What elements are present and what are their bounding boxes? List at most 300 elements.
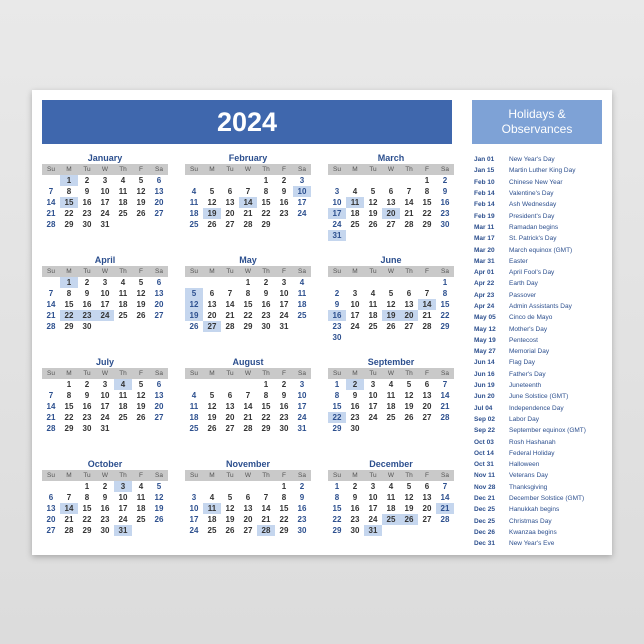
holiday-row (474, 222, 608, 233)
day-cell: 17 (297, 402, 307, 411)
weekday-label: Su (333, 370, 341, 377)
holiday-name: Halloween (509, 461, 540, 469)
day-cell: 15 (261, 198, 271, 207)
holiday-name: March equinox (GMT) (509, 246, 573, 254)
day-cell: 27 (46, 526, 56, 535)
holiday-name: Chinese New Year (509, 178, 563, 186)
holiday-row (474, 290, 608, 301)
holiday-date: Dec 25 (474, 506, 495, 514)
day-cell: 6 (156, 176, 162, 185)
holiday-row (474, 357, 608, 368)
day-cell: 28 (243, 424, 253, 433)
day-cell: 17 (368, 402, 378, 411)
day-cell (42, 379, 60, 390)
day-cell: 25 (118, 311, 128, 320)
day-cell: 24 (332, 220, 342, 229)
weekday-label: Sa (298, 166, 306, 173)
day-cell: 23 (100, 515, 110, 524)
weekday-label: W (101, 370, 109, 377)
day-cell: 15 (279, 504, 289, 513)
weekday-label: M (209, 268, 215, 275)
holiday-name: Flag Day (509, 359, 536, 367)
holiday-name: Memorial Day (509, 348, 550, 356)
month-october (42, 458, 168, 536)
day-cell: 2 (102, 482, 108, 491)
day-cell: 9 (442, 187, 448, 196)
day-cell: 9 (352, 493, 358, 502)
day-cell: 30 (82, 220, 92, 229)
day-cell: 24 (100, 413, 110, 422)
holidays-title: Holidays & Observances (501, 107, 573, 136)
holiday-date: Nov 28 (474, 483, 496, 491)
day-cell: 14 (243, 402, 253, 411)
weekday-header (42, 266, 168, 277)
day-cell: 26 (400, 514, 418, 525)
day-cell: 31 (364, 525, 382, 536)
day-cell (364, 277, 382, 288)
weekday-label: W (387, 166, 395, 173)
day-cell: 8 (281, 493, 287, 502)
day-cell: 8 (263, 187, 269, 196)
day-cell: 22 (261, 413, 271, 422)
day-cell: 23 (350, 515, 360, 524)
day-cell (436, 525, 454, 536)
day-cell: 21 (422, 311, 432, 320)
weekday-label: Th (119, 472, 127, 479)
day-cell (239, 379, 257, 390)
day-cell: 6 (48, 493, 54, 502)
day-cell: 9 (352, 391, 358, 400)
day-cell: 17 (350, 311, 360, 320)
day-cell: 16 (100, 504, 110, 513)
day-cell: 3 (334, 187, 340, 196)
month-title: February (228, 153, 268, 163)
day-cell: 24 (118, 515, 128, 524)
day-cell: 6 (209, 289, 215, 298)
day-cell: 13 (46, 504, 56, 513)
month-title: August (232, 357, 264, 367)
day-cell (60, 481, 78, 492)
day-cell: 2 (334, 289, 340, 298)
holiday-row (474, 448, 608, 459)
week-row (185, 390, 311, 401)
day-cell: 3 (102, 278, 108, 287)
weekday-label: Th (405, 166, 413, 173)
day-cell (203, 481, 221, 492)
day-cell: 17 (100, 402, 110, 411)
day-cell: 16 (261, 300, 271, 309)
day-cell: 30 (261, 322, 271, 331)
month-title: March (377, 153, 405, 163)
day-cell (382, 175, 400, 186)
holiday-date: May 27 (474, 348, 496, 356)
holiday-name: September equinox (GMT) (509, 427, 586, 435)
day-cell: 3 (102, 176, 108, 185)
day-cell (346, 175, 364, 186)
day-cell: 5 (185, 288, 203, 299)
day-cell: 29 (422, 220, 432, 229)
day-cell: 2 (263, 278, 269, 287)
day-cell: 7 (48, 289, 54, 298)
holiday-name: Admin Assistants Day (509, 303, 572, 310)
day-cell: 23 (78, 310, 96, 321)
day-cell: 31 (100, 220, 110, 229)
holiday-row (474, 256, 608, 267)
week-row (328, 423, 454, 434)
holiday-row (474, 504, 608, 515)
holiday-name: Cinco de Mayo (509, 314, 553, 322)
day-cell: 5 (209, 187, 215, 196)
weekday-label: Th (405, 268, 413, 275)
holiday-row (474, 425, 608, 436)
weekday-label: M (66, 472, 72, 479)
week-row (185, 379, 311, 390)
holiday-row (474, 493, 608, 504)
month-title: November (225, 459, 270, 469)
day-cell: 18 (189, 413, 199, 422)
day-cell: 19 (382, 310, 400, 321)
weekday-label: Tu (83, 370, 91, 377)
day-cell: 18 (189, 209, 199, 218)
day-cell: 25 (189, 424, 199, 433)
day-cell: 16 (350, 504, 360, 513)
holiday-date: Feb 19 (474, 212, 495, 220)
day-cell: 11 (386, 493, 396, 502)
day-cell (114, 219, 132, 230)
day-cell: 3 (191, 493, 197, 502)
holiday-row (474, 436, 608, 447)
week-row (42, 197, 168, 208)
day-cell: 21 (436, 503, 454, 514)
weekday-label: W (387, 370, 395, 377)
day-cell: 1 (281, 482, 287, 491)
holiday-name: Ramadan begins (509, 223, 559, 231)
weekday-label: Sa (441, 166, 449, 173)
weekday-label: F (139, 166, 143, 173)
day-cell: 3 (370, 482, 376, 491)
day-cell: 13 (154, 187, 164, 196)
week-row (185, 401, 311, 412)
day-cell (132, 321, 150, 332)
weekday-label: Tu (83, 472, 91, 479)
holiday-name: St. Patrick's Day (509, 235, 557, 243)
holiday-name: June Solstice (GMT) (509, 393, 569, 401)
day-cell: 18 (297, 300, 307, 309)
month-title: June (380, 255, 402, 265)
weekday-label: Sa (155, 166, 163, 173)
weekday-label: F (139, 370, 143, 377)
week-row (42, 186, 168, 197)
day-cell: 10 (100, 289, 110, 298)
week-row (185, 481, 311, 492)
day-cell: 3 (352, 289, 358, 298)
week-row (185, 423, 311, 434)
holiday-name: Independence Day (509, 404, 564, 412)
weekday-label: F (282, 166, 286, 173)
week-row (328, 277, 454, 288)
day-cell: 9 (281, 391, 287, 400)
holiday-date: Mar 20 (474, 246, 495, 254)
day-cell: 15 (64, 300, 74, 309)
week-row (42, 277, 168, 288)
day-cell: 1 (60, 277, 78, 288)
weekday-header (328, 368, 454, 379)
week-row (328, 219, 454, 230)
weekday-header (328, 470, 454, 481)
day-cell: 4 (352, 187, 358, 196)
day-cell: 6 (156, 380, 162, 389)
day-cell (400, 175, 418, 186)
week-row (185, 514, 311, 525)
day-cell: 7 (245, 391, 251, 400)
holiday-date: Feb 14 (474, 201, 495, 209)
day-cell: 9 (281, 187, 287, 196)
day-cell (221, 481, 239, 492)
day-cell: 25 (189, 220, 199, 229)
day-cell: 24 (350, 322, 360, 331)
day-cell (382, 277, 400, 288)
day-cell: 29 (243, 322, 253, 331)
weekday-label: Su (190, 166, 198, 173)
day-cell: 22 (422, 209, 432, 218)
day-cell: 30 (350, 424, 360, 433)
holiday-date: May 12 (474, 325, 496, 333)
weekday-label: M (66, 166, 72, 173)
day-cell: 8 (263, 391, 269, 400)
holiday-date: Sep 02 (474, 415, 495, 423)
weekday-label: Sa (155, 268, 163, 275)
day-cell: 18 (386, 504, 396, 513)
day-cell: 29 (332, 526, 342, 535)
day-cell: 20 (382, 208, 400, 219)
holiday-name: Ash Wednesday (509, 201, 557, 209)
holiday-date: Jun 20 (474, 393, 495, 401)
day-cell: 12 (225, 504, 235, 513)
day-cell: 9 (263, 289, 269, 298)
day-cell: 12 (136, 289, 146, 298)
day-cell: 28 (440, 515, 450, 524)
day-cell: 27 (243, 526, 253, 535)
weekday-label: M (352, 370, 358, 377)
day-cell: 10 (189, 504, 199, 513)
day-cell: 12 (136, 187, 146, 196)
day-cell: 16 (279, 402, 289, 411)
day-cell: 7 (406, 187, 412, 196)
day-cell: 27 (386, 220, 396, 229)
holiday-date: Feb 14 (474, 190, 495, 198)
day-cell: 13 (207, 300, 217, 309)
week-row (328, 288, 454, 299)
day-cell (239, 175, 257, 186)
day-cell: 17 (297, 198, 307, 207)
week-row (185, 186, 311, 197)
day-cell: 27 (422, 515, 432, 524)
day-cell: 7 (227, 289, 233, 298)
day-cell: 28 (243, 220, 253, 229)
day-cell: 25 (350, 220, 360, 229)
day-cell (150, 321, 168, 332)
day-cell: 26 (368, 220, 378, 229)
weekday-label: Th (262, 268, 270, 275)
day-cell (400, 230, 418, 241)
holiday-row (474, 369, 608, 380)
day-cell (346, 277, 364, 288)
day-cell: 29 (64, 424, 74, 433)
day-cell: 16 (440, 198, 450, 207)
day-cell: 1 (60, 175, 78, 186)
day-cell: 9 (299, 493, 305, 502)
day-cell: 4 (191, 187, 197, 196)
holiday-name: Pentecost (509, 336, 538, 344)
weekday-label: Su (333, 268, 341, 275)
day-cell: 8 (442, 289, 448, 298)
day-cell (221, 379, 239, 390)
month-july (42, 356, 168, 434)
weekday-label: W (244, 370, 252, 377)
day-cell: 10 (293, 186, 311, 197)
day-cell: 11 (368, 300, 378, 309)
day-cell: 22 (60, 310, 78, 321)
holiday-name: Hanukkah begins (509, 506, 560, 514)
day-cell (418, 525, 436, 536)
month-title: April (94, 255, 116, 265)
day-cell: 6 (156, 278, 162, 287)
day-cell: 14 (46, 198, 56, 207)
weekday-header (42, 164, 168, 175)
week-row (328, 230, 454, 241)
weekday-label: W (101, 166, 109, 173)
day-cell: 14 (46, 402, 56, 411)
day-cell: 11 (189, 402, 199, 411)
day-cell: 11 (118, 391, 128, 400)
holiday-date: Jan 15 (474, 167, 495, 175)
holiday-name: Veterans Day (509, 472, 549, 480)
week-row (185, 299, 311, 310)
day-cell: 20 (422, 504, 432, 513)
day-cell: 14 (261, 504, 271, 513)
day-cell (436, 332, 454, 343)
day-cell: 3 (299, 176, 305, 185)
month-title: May (239, 255, 257, 265)
weekday-label: M (209, 166, 215, 173)
day-cell: 14 (404, 198, 414, 207)
day-cell: 15 (332, 402, 342, 411)
week-row (42, 503, 168, 514)
day-cell (436, 423, 454, 434)
day-cell: 1 (84, 482, 90, 491)
week-row (328, 481, 454, 492)
weekday-header (42, 368, 168, 379)
day-cell (328, 175, 346, 186)
holiday-row (474, 188, 608, 199)
holiday-row (474, 482, 608, 493)
week-row (328, 412, 454, 423)
day-cell: 25 (118, 209, 128, 218)
day-cell: 13 (422, 493, 432, 502)
day-cell: 20 (154, 198, 164, 207)
weekday-label: Th (119, 370, 127, 377)
day-cell: 29 (440, 322, 450, 331)
day-cell (418, 230, 436, 241)
weekday-label: Th (262, 472, 270, 479)
day-cell: 30 (332, 333, 342, 342)
month-september (328, 356, 454, 434)
day-cell: 13 (154, 289, 164, 298)
holiday-row (474, 527, 608, 538)
holiday-name: April Fool's Day (509, 269, 555, 277)
day-cell: 4 (120, 278, 126, 287)
weekday-label: M (66, 268, 72, 275)
day-cell: 26 (404, 413, 414, 422)
weekday-label: Tu (369, 166, 377, 173)
holiday-name: December Solstice (GMT) (509, 495, 585, 503)
day-cell (114, 423, 132, 434)
holiday-name: Labor Day (509, 415, 539, 423)
day-cell: 1 (334, 380, 340, 389)
day-cell: 14 (46, 300, 56, 309)
weekday-label: F (139, 268, 143, 275)
day-cell: 6 (245, 493, 251, 502)
day-cell (132, 423, 150, 434)
day-cell: 28 (404, 220, 414, 229)
weekday-label: W (244, 166, 252, 173)
day-cell: 11 (136, 493, 146, 502)
holiday-date: Jul 04 (474, 404, 493, 412)
weekday-label: M (352, 472, 358, 479)
day-cell: 26 (189, 322, 199, 331)
day-cell (114, 321, 132, 332)
day-cell: 4 (114, 379, 132, 390)
holiday-date: Feb 10 (474, 178, 495, 186)
day-cell: 13 (225, 402, 235, 411)
weekday-label: Tu (226, 166, 234, 173)
week-row (185, 310, 311, 321)
day-cell: 18 (350, 209, 360, 218)
day-cell (382, 423, 400, 434)
weekday-label: Sa (298, 268, 306, 275)
day-cell: 25 (368, 322, 378, 331)
day-cell: 12 (207, 402, 217, 411)
day-cell: 20 (422, 402, 432, 411)
day-cell: 8 (334, 391, 340, 400)
day-cell: 15 (82, 504, 92, 513)
day-cell: 26 (136, 413, 146, 422)
day-cell: 1 (334, 482, 340, 491)
weekday-header (328, 266, 454, 277)
day-cell: 12 (136, 391, 146, 400)
day-cell (42, 481, 60, 492)
year-title: 2024 (216, 106, 278, 137)
weekday-label: Tu (226, 370, 234, 377)
holiday-row (474, 414, 608, 425)
day-cell: 2 (299, 482, 305, 491)
week-row (185, 525, 311, 536)
day-cell: 14 (440, 493, 450, 502)
day-cell: 1 (263, 176, 269, 185)
day-cell: 20 (225, 209, 235, 218)
day-cell: 20 (46, 515, 56, 524)
month-november (185, 458, 311, 536)
day-cell: 28 (46, 424, 56, 433)
weekday-label: Sa (155, 472, 163, 479)
day-cell: 2 (442, 176, 448, 185)
day-cell: 4 (120, 176, 126, 185)
holiday-row (474, 210, 608, 221)
holiday-date: Jun 16 (474, 370, 495, 378)
day-cell: 19 (136, 198, 146, 207)
holiday-row (474, 459, 608, 470)
holiday-date: Jan 01 (474, 156, 495, 164)
